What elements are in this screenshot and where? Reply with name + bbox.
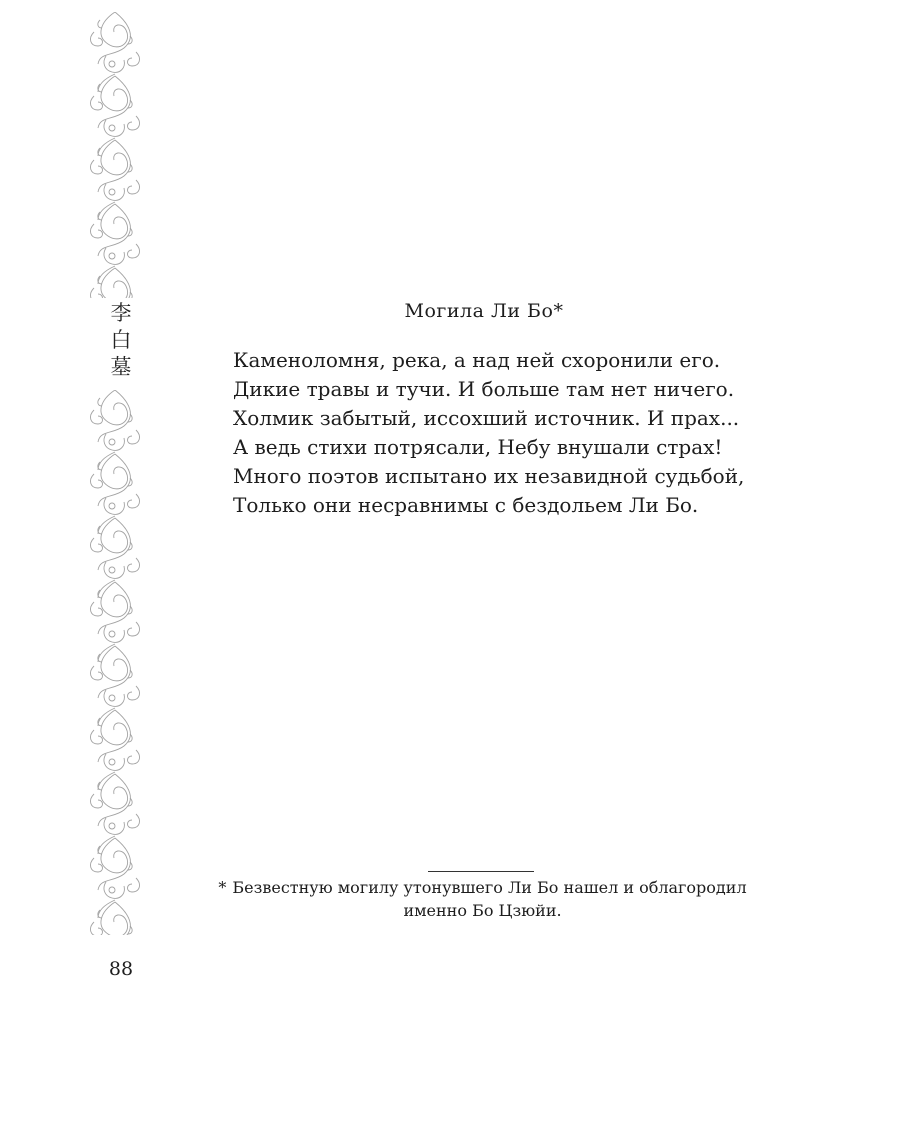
poem-stanza xyxy=(233,346,833,520)
poem-line: А ведь стихи потрясали, Небу внушали страх! xyxy=(233,435,723,459)
floral-border-bottom xyxy=(86,390,144,935)
footnote-line-2: именно Бо Цзюйи. xyxy=(403,901,562,920)
footnote-line-1 xyxy=(200,876,765,899)
floral-border-top xyxy=(86,12,144,298)
footnote-divider xyxy=(428,871,534,872)
page-number: 88 xyxy=(108,958,134,980)
chinese-char-1: 李 xyxy=(110,301,132,325)
floral-ornament-icon xyxy=(86,390,144,935)
poem-line: Дикие травы и тучи. И больше там нет ничего. xyxy=(233,377,735,401)
poem-line: Каменоломня, река, а над ней схоронили его. xyxy=(233,348,721,372)
poem-line: Только они несравнимы с бездольем Ли Бо. xyxy=(233,493,699,517)
poem-line: Много поэтов испытано их незавидной судьбой, xyxy=(233,464,745,488)
poem-title: Могила Ли Бо* xyxy=(404,300,564,322)
poem-line: Холмик забытый, иссохший источник. И прах... xyxy=(233,406,740,430)
footnote-text-1: Безвестную могилу утонувшего Ли Бо нашел и облагородил xyxy=(232,878,747,897)
chinese-char-2: 白 xyxy=(110,328,132,352)
chinese-char-3: 墓 xyxy=(110,355,132,379)
floral-ornament-icon xyxy=(86,12,144,298)
footnote xyxy=(200,876,765,922)
footnote-mark: * xyxy=(218,878,227,897)
